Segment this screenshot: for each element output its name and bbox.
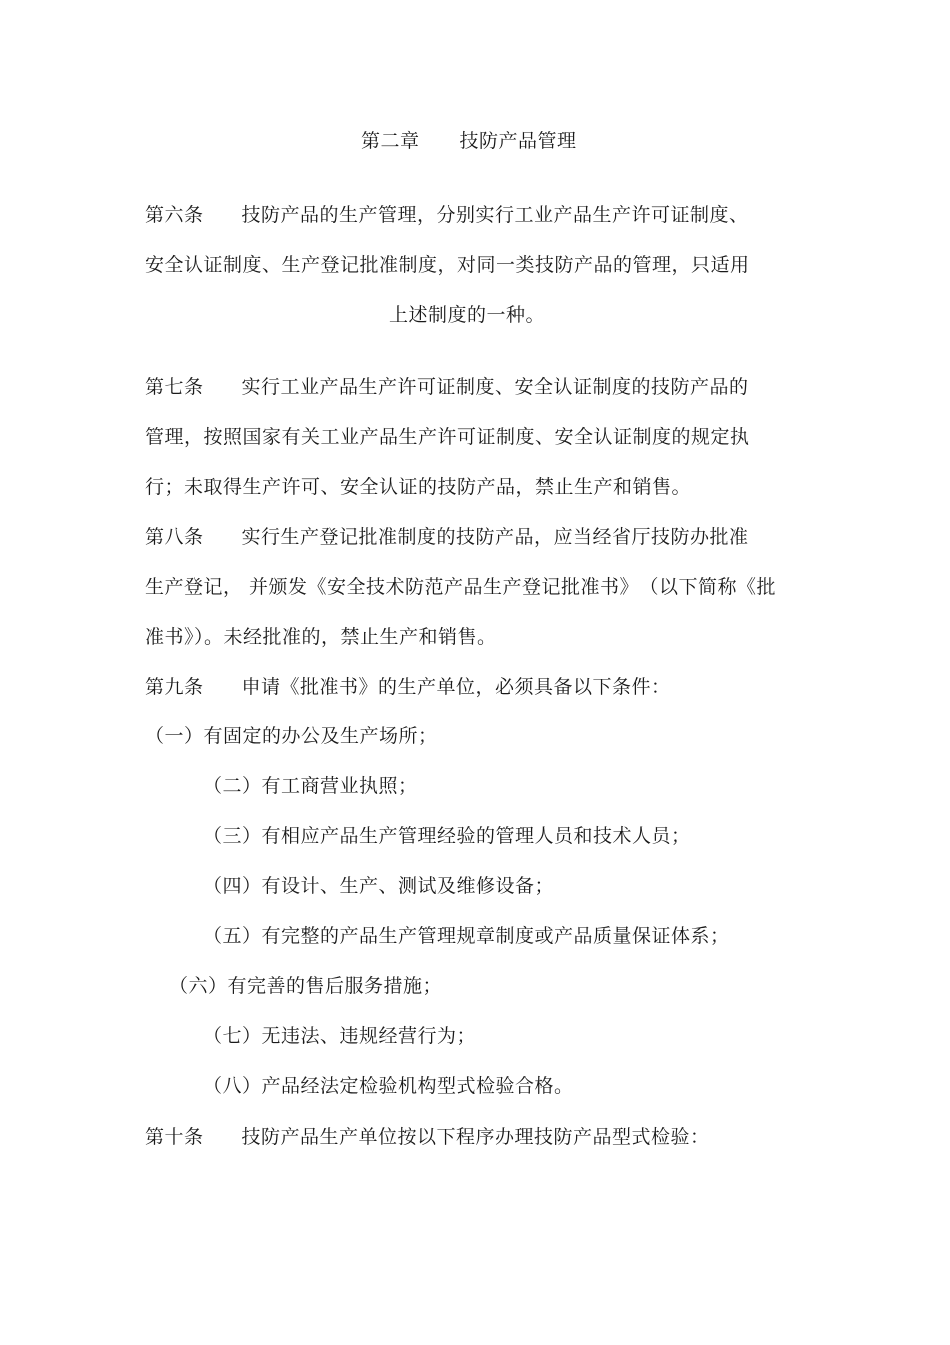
condition-item-7: （七）无违法、违规经营行为；	[203, 1025, 477, 1047]
article-6-label: 第六条	[145, 204, 204, 226]
condition-item-6: （六）有完善的售后服务措施；	[169, 975, 443, 997]
condition-item-2: （二）有工商营业执照；	[203, 775, 418, 797]
chapter-heading	[361, 128, 577, 154]
article-10-line-1: 第十条 技防产品生产单位按以下程序办理技防产品型式检验：	[145, 1126, 710, 1148]
condition-item-1: （一）有固定的办公及生产场所；	[145, 725, 438, 747]
article-10-label: 第十条	[145, 1126, 204, 1148]
chapter-title: 技防产品管理	[459, 130, 577, 152]
article-8-label: 第八条	[145, 526, 204, 548]
article-8-line-1: 第八条 实行生产登记批准制度的技防产品，应当经省厅技防办批准	[145, 526, 749, 548]
article-6-line-2: 安全认证制度、生产登记批准制度，对同一类技防产品的管理，只适用	[145, 254, 750, 276]
article-7-label: 第七条	[145, 376, 204, 398]
condition-item-3: （三）有相应产品生产管理经验的管理人员和技术人员；	[203, 825, 691, 847]
condition-item-8: （八）产品经法定检验机构型式检验合格。	[203, 1075, 574, 1097]
chapter-number: 第二章	[361, 130, 420, 152]
article-8-line-3: 准书》）。未经批准的，禁止生产和销售。	[145, 626, 497, 648]
condition-item-5: （五）有完整的产品生产管理规章制度或产品质量保证体系；	[203, 925, 730, 947]
article-7-line-3: 行；未取得生产许可、安全认证的技防产品，禁止生产和销售。	[145, 476, 692, 498]
article-9-line-1: 第九条 申请《批准书》的生产单位，必须具备以下条件：	[145, 676, 671, 698]
article-8-line-2: 生产登记， 并颁发《安全技术防范产品生产登记批准书》 （以下简称《批	[145, 576, 777, 598]
article-6-line-1: 第六条 技防产品的生产管理，分别实行工业产品生产许可证制度、	[145, 204, 749, 226]
article-7-line-2: 管理，按照国家有关工业产品生产许可证制度、安全认证制度的规定执	[145, 426, 750, 448]
article-7-line-1: 第七条 实行工业产品生产许可证制度、安全认证制度的技防产品的	[145, 376, 749, 398]
article-6-line-3: 上述制度的一种。	[389, 304, 546, 326]
article-9-label: 第九条	[145, 676, 204, 698]
condition-item-4: （四）有设计、生产、测试及维修设备；	[203, 875, 555, 897]
